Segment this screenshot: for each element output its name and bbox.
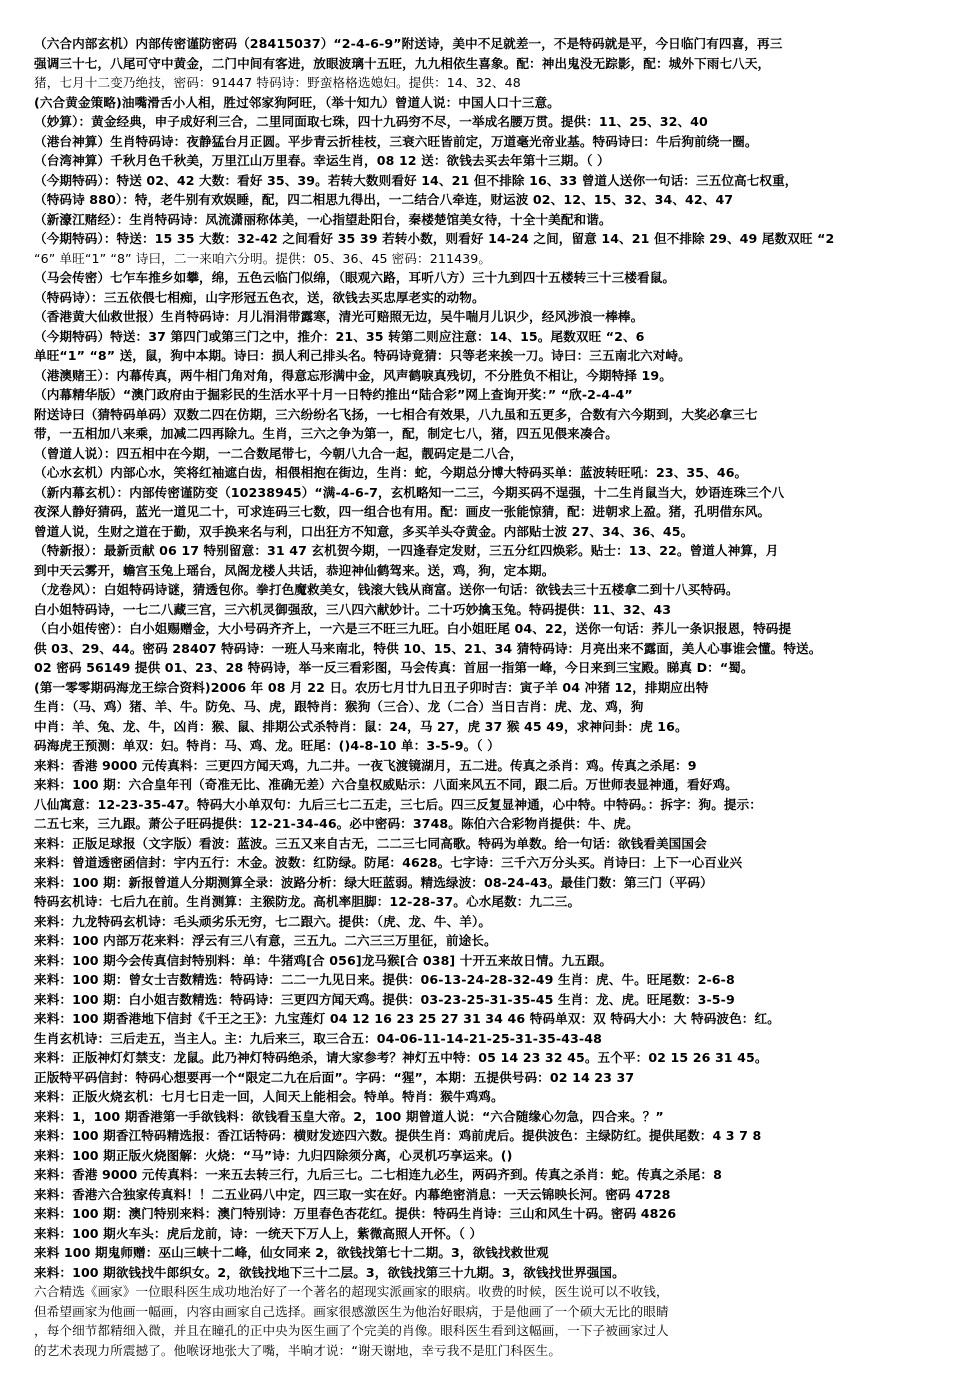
text-line: （港台神算）生肖特码诗：夜静猛台月正圆。平步青云折桂枝，三衰六旺皆前定，万道毫光帝业基。特码诗曰：牛后狗前绕一圈。 xyxy=(34,133,758,149)
text-line: 猪，七月十二变乃绝技，密码：91447 特码诗：野蛮格格选媳妇。提供：14、32、48 xyxy=(34,75,521,90)
text-line: （新内幕玄机）：内部传密谨防变（10238945）“满-4-6-7，玄机略知一二三，今期买码不逞强，十二生肖鼠当大，妙语连珠三个八 xyxy=(34,484,785,500)
text-line: （新濠江赌经）：生肖特码诗：凤流潇丽称体美，一心指望赴阳台，秦楼楚馆美女待，十全十美配和谐。 xyxy=(34,211,612,227)
text-line: 码海虎王预测：单双：妇。特肖：马、鸡、龙。旺尾：()4-8-10 单：3-5-9。（ ） xyxy=(34,738,500,753)
text-line: 来料：100 期今会传真信封特别料：单：牛猪鸡[合 056]龙马猴[合 038] 十开五来故日情。九五跟。 xyxy=(34,952,613,968)
text-line: 供 03、29、44。密码 28407 特码诗：一班人马来南北，特供 10、15、21、34 猜特码诗：月亮出来不露面，美人心事谁会懂。特送。 xyxy=(34,640,822,656)
text-line: ，每个细节都精细入微，并且在瞳孔的正中央为医生画了个完美的肖像。眼科医生看到这幅画，一下子被画家过人 xyxy=(34,1323,669,1338)
text-line: 来料：正版足球报（文字版）看波：蓝波。三五又来自古无，二二三七同高歌。特码为单数。给一句话：欲钱看美国国会 xyxy=(34,835,707,851)
text-line: 生肖玄机诗：三后走五，当主人。主：九后来三，取三合五：04-06-11-14-21-25-31-35-43-48 xyxy=(34,1030,602,1046)
text-line: 来料：香港 9000 元传真料：一来五去转三行，九后三七。二七相连九必生，两码齐到。传真之杀肖：蛇。传真之杀尾：8 xyxy=(34,1167,722,1182)
text-line: 来料：正版神灯灯禁支：龙鼠。此乃神灯特码绝杀，请大家参考？神灯五中特：05 14 23 32 45。五个平：02 15 26 31 45。 xyxy=(34,1050,768,1065)
text-line: 夜深人静好猜码，蓝光一道见二十，可求连码三七数，四一组合也有用。配：画皮一张能惊猜，配：进朝求上盈。猪，孔明借东风。 xyxy=(34,504,771,519)
text-line: 来料：100 期：白小姐吉数精选：特码诗：三更四方闻天鸡。提供：03-23-25-31-35-45 生肖：龙、虎。旺尾数：3-5-9 xyxy=(34,991,735,1007)
text-line: （特新报）：最新贡献 06 17 特别留意：31 47 玄机贺今期，一四逢春定发财，三五分红四焕彩。贴士：13、22。曾道人神算，月 xyxy=(34,543,779,558)
text-line: 来料：100 期：澳门特别来料：澳门特别诗：万里春色杏花红。提供：特码生肖诗：三山和风生十码。密码 4826 xyxy=(34,1206,677,1221)
text-line: 02 密码 56149 提供 01、23、28 特码诗，举一反三看彩图，马会传真：首屈一指第一峰，今日来到三宝殿。睇真 D：“蜀。 xyxy=(34,660,754,675)
text-line: (六合黄金策略)油嘴滑舌小人相，胜过邻家狗阿旺，（举十知九）曾道人说：中国人口十三意。 xyxy=(34,94,560,110)
text-line: 来料：100 期香港地下信封《千王之王》：九宝莲灯 04 12 16 23 25 27 31 34 46 特码单双：双 特码大小：大 特码波色：红。 xyxy=(34,1011,780,1026)
text-line: 来料：100 期：新报曾道人分期测算全录：波路分析：绿大旺蓝弱。精选绿波：08-24-43。最佳门数：第三门（平码） xyxy=(34,874,713,890)
text-line: 带，一五相加八来乘，加减二四再除九。生肖，三六之争为第一，配，制定七八，猪，四五见偎来凑合。 xyxy=(34,426,618,441)
text-line: 来料：100 期火车头：虎后龙前，诗：一统天下万人上，紫微高照人开怀。（ ） xyxy=(34,1225,483,1241)
text-line: 来料：100 期欲钱找牛郎织女。2，欲钱找地下三十二层。3，欲钱找第三十九期。3，欲钱找世界强国。 xyxy=(34,1264,625,1280)
text-line: （六合内部玄机）内部传密谨防密码（28415037）“2-4-6-9”附送诗，美中不足就差一，不是特码就是平，今日临门有四喜，再三 xyxy=(34,36,783,51)
text-line: （特码诗）：三五依偎七相痴，山字形冠五色衣，送，欲钱去买忠厚老实的动物。 xyxy=(34,289,485,305)
text-line: 来料：100 期香江特码精选报：香江话特码：横财发迹四六数。提供生肖：鸡前虎后。提供波色：主绿防红。提供尾数：4 3 7 8 xyxy=(34,1128,762,1143)
text-line: （白小姐传密）：白小姐赐赠金，大小号码齐齐上，一六是三不旺三九旺。白小姐旺尾 04、22，送你一句话：荞儿一条识报恩，特码提 xyxy=(34,621,792,636)
text-line: 六合精选《画家》一位眼科医生成功地治好了一个著名的超现实派画家的眼病。收费的时候，医生说可以不收钱， xyxy=(34,1284,669,1299)
text-line: （港澳赌王）：内幕传真，两牛相门角对角，得意忘形满中金，风声鹤唳真残切，不分胜负不相让，今期特择 19。 xyxy=(34,367,672,383)
text-line: （内幕精华版）“澳门政府由于掘彩民的生活水平十月一日特约推出“陆合彩”网上查询开奖：” “欣-2-4-4” xyxy=(34,387,633,402)
text-line: （特码诗 880）：特，老牛别有欢娱睡，配，四二相思九得出，一二结合八牵连，财运波 02、12、15、32、34、42、47 xyxy=(34,192,734,207)
text-line: 来料 100 期鬼师赠：巫山三峡十二峰，仙女同来 2，欲钱找第七十二期。3，欲钱找救世观 xyxy=(34,1245,549,1260)
text-line: 来料：100 期正版火烧图解：火烧：“马”诗：九归四除须分离，心灵机巧享运来。() xyxy=(34,1147,513,1163)
text-line: 来料：100 期：曾女士吉数精选：特码诗：二二一九见日来。提供：06-13-24-28-32-49 生肖：虎、牛。旺尾数：2-6-8 xyxy=(34,972,735,987)
text-line: （心水玄机）内部心水，笑将红袖遮白齿，相偎相抱在街边，生肖：蛇，今期总分博大特码买单：蓝波转旺吼：23、35、46。 xyxy=(34,465,748,480)
text-line: 来料：100 期：六合皇年刊（奇准无比、准确无差）六合皇权威贴示：八面来风五不同，跟二后。万世师表显神通，看好鸡。 xyxy=(34,777,738,792)
text-line: 二五七来，三九跟。萧公子旺码提供：12-21-34-46。必中密码：3748。陈伯六合彩物肖提供：牛、虎。 xyxy=(34,816,639,831)
text-line: 来料：香港六合独家传真料！！二五业码八中定，四三取一实在好。内幕绝密消息：一天云锦映长河。密码 4728 xyxy=(34,1186,671,1202)
text-line: 中肖：羊、兔、龙、牛，凶肖：猴、鼠、排期公式杀特肖：鼠：24，马 27，虎 37 猴 45 49，求神问卦：虎 16。 xyxy=(34,718,688,734)
document-body xyxy=(34,34,954,1360)
text-line: 来料：曾道透密函信封：宇内五行：木金。波数：红防绿。防尾：4628。七字诗：三千六万分头买。肖诗曰：上下一心百业兴 xyxy=(34,855,743,870)
text-line: 八仙寓意：12-23-35-47。特码大小单双句：九后三七二五走，三七后。四三反复显神通，心中特。中特码。：拆字：狗。提示： xyxy=(34,796,762,812)
text-line: 的艺术表现力所震撼了。他喉讶地张大了嘴，半晌才说：“谢天谢地，幸亏我不是肛门科医生。 xyxy=(34,1342,562,1358)
text-line: （今期特码）：特送：15 35 大数：32-42 之间看好 35 39 若转小数，则看好 14-24 之间，留意 14、21 但不排除 29、49 尾数双旺 “2 xyxy=(34,231,835,246)
text-line: 来料：1，100 期香港第一手欲钱料：欲钱看玉皇大帝。2，100 期曾道人说：“六合随缘心勿急，四合来。？” xyxy=(34,1108,664,1124)
text-line: （今期特码）：特送 02、42 大数：看好 35、39。若转大数则看好 14、21 但不排除 16、33 曾道人送你一句话：三五位高七权重， xyxy=(34,172,798,188)
text-line: 来料：香港 9000 元传真料：三更四方闻天鸡，九二井。一夜飞渡镜湖月，五二进。传真之杀肖：鸡。传真之杀尾：9 xyxy=(34,757,697,773)
text-line: 强调三十七，八尾可守中黄金，二门中间有客进，放眼波璃十五旺，九九相依生喜象。配：神出鬼没无踪影，配：城外下雨七八天， xyxy=(34,55,771,71)
text-line: （马会传密）七乍车推乡如攀，绵，五色云临门似绵，（眼观六路，耳听八方）三十九到四十五楼转三十三楼看鼠。 xyxy=(34,270,676,285)
text-line: 来料：100 内部万花来料：浮云有三八有意，三五九。二六三三万里征，前途长。 xyxy=(34,933,497,948)
text-line: 白小姐特码诗，一七二八藏三宫，三六机灵御强敌，三八四六献妙计。二十巧妙擒玉兔。特码提供：11、32、43 xyxy=(34,601,672,617)
text-line: 来料：九龙特码玄机诗：毛头顽劣乐无穷，七二跟六。提供：（虎、龙、牛、羊）。 xyxy=(34,913,492,929)
text-line: （妙算）：黄金经典，申子成好利三合，二里同面取七珠，四十九码穷不尽，一举成名腰万贯。提供：11、25、32、40 xyxy=(34,114,708,129)
text-line: 正版特平码信封：特码心想要再一个“限定二九在后面”。字码：“猩”，本期：五提供号码：02 14 23 37 xyxy=(34,1069,635,1085)
text-line: 附送诗曰（猜特码单码）双数二四在仿期，三六纷纷名飞扬，一七相合有效果，八九虽和五更多，合数有六今期到，大奖必拿三七 xyxy=(34,406,758,422)
text-line: “6” 单旺“1” “8” 诗曰，二一来咱六分明。提供：05、36、45 密码：211439。 xyxy=(34,250,492,266)
text-line: 曾道人说，生财之道在于勤，双手换来名与利，口出狂方不知意，多买羊头夺黄金。内部贴士波 27、34、36、45。 xyxy=(34,523,694,539)
text-line: 特码玄机诗：七后九在前。生肖测算：主猴防龙。高机率胆脚：12-28-37。心水尾数：九二三。 xyxy=(34,894,581,909)
text-line: 单旺“1” “8” 送，鼠，狗中本期。诗曰：损人利己排头名。特码诗竟猜：只等老来挨一刀。诗曰：三五南北六对峙。 xyxy=(34,348,691,363)
text-line: （今期特码）特送：37 第四门或第三门之中，推介：21、35 转第二则应注意：14、15。尾数双旺 “2、6 xyxy=(34,328,645,344)
text-line: （香港黄大仙救世报）生肖特码诗：月儿涓涓带露寒，清光可赔照无边，吴牛喘月儿识少，经风涉浪一棒棒。 xyxy=(34,309,644,324)
text-line: （曾道人说）：四五相中在今期，一二合数尾带七，今朝八九合一起，靓码定是二八合， xyxy=(34,445,523,461)
text-line: 到中天云雾开，蟾宫玉兔上瑶台，凤阁龙楼人共话，恭迎神仙鹤驾来。送，鸡，狗，定本期。 xyxy=(34,562,555,578)
text-line: （龙卷风）：白姐特码诗谜，猜透包你。拳打色魔救美女，钱滚大钱从商富。送你一句话：欲钱去三十五楼拿二到十八买特码。 xyxy=(34,582,739,597)
text-line: 生肖：（马、鸡）猪、羊、牛。防免、马、虎，跟特肖：猴狗（三合）、龙（二合）当日吉肖：虎、龙、鸡，狗 xyxy=(34,699,644,714)
text-line: 但希望画家为他画一幅画，内容由画家自己选择。画家很感激医生为他治好眼病，于是他画了一个硕大无比的眼睛 xyxy=(34,1303,669,1319)
text-line: (第一零零期码海龙王综合资料)2006 年 08 月 22 日。农历七月廿九日丑子卯时吉：寅子羊 04 冲猪 12，排期应出特 xyxy=(34,679,709,695)
text-line: 来料：正版火烧玄机：七月七日走一回，人间天上能相会。特单。特肖：猴牛鸡鸡。 xyxy=(34,1089,504,1104)
text-line: （台湾神算）千秋月色千秋美，万里江山万里春。幸运生肖，08 12 送：欲钱去买去年第十三期。（ ） xyxy=(34,153,610,168)
